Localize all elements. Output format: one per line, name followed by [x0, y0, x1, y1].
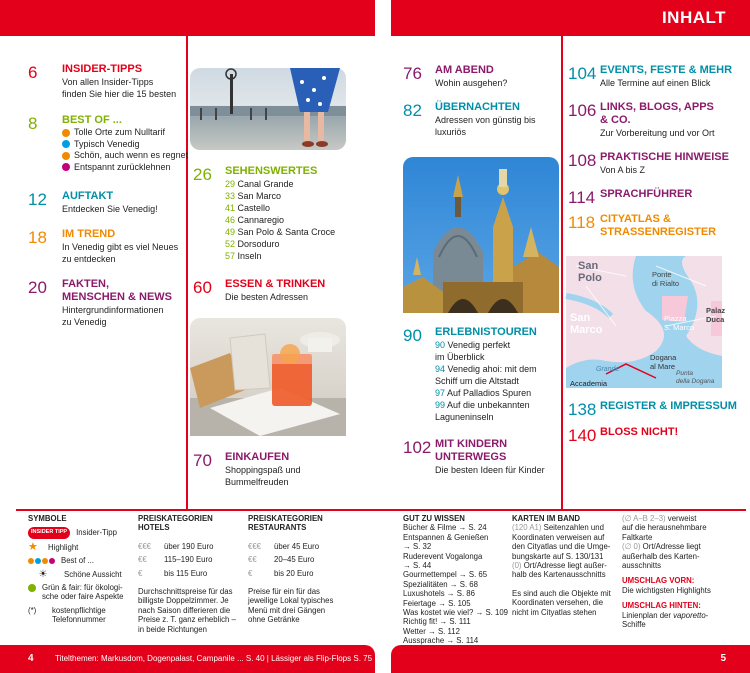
entry-title: MIT KINDERN [435, 438, 508, 450]
page-number: 82 [403, 101, 422, 120]
sub-entry[interactable]: 90 Venedig perfekt [435, 340, 511, 350]
entry-title: SPRACHFÜHRER [600, 188, 693, 200]
entry-desc: Von A bis Z [600, 165, 646, 175]
entry-desc: Die besten Adressen [225, 292, 309, 302]
entry-title: IM TREND [62, 228, 116, 240]
map-label: Piazza [664, 314, 687, 323]
map-label: Punta [676, 370, 693, 377]
paid-phone-icon: (*) [28, 605, 37, 615]
sub-entry[interactable]: 52 Dorsoduro [225, 239, 280, 249]
map-label: di Rialto [652, 279, 680, 288]
insider-tipp-badge-icon: INSIDER TIPP [28, 527, 70, 538]
legend-gut-zu-wissen: GUT ZU WISSEN Bücher & Filme → S. 24 Entspannen & Genießen → S. 32 Ruderevent Vogalonga → S. 44 Gourmettempel → S. 65 Spezialitäten → S. 68 Luxushotels → S. 86 Feiertage → S. 105 Was kostet wie viel? → S. 109 Richtig fit! → S. 111 Wetter → S. 112 Aussprache → S. 114 [403, 514, 509, 646]
legend-karten: KARTEN IM BAND (120 A1) Seitenzahlen und Koordinaten verweisen auf den Cityatlas und die Umge- bungskarte auf S. 130/131 (0) Ort/Adresse liegt außer- halb des Kartenausschnitts Es sind auch die Objekte mit Koordinaten versehen, die nicht im Cityatlas stehen [512, 514, 611, 617]
entry-title: INSIDER-TIPPS [62, 63, 143, 75]
legend-faltkarte: (∅ A–B 2–3) verweist auf die herausnehmbare Faltkarte (∅ 0) Ort/Adresse liegt außerhalb des Karten- ausschnitts UMSCHLAG VORN: Die wichtigsten Highlights UMSCHLAG HINTEN: Linienplan der vaporetto- Schiffe [622, 514, 711, 630]
orange-dot-icon [62, 152, 70, 160]
map-label: Duca [706, 315, 725, 324]
page-number: 12 [28, 190, 47, 209]
entry-desc: Hintergrundinformationen [62, 305, 164, 315]
entry-title: FAKTEN, [62, 278, 110, 290]
page-number: 102 [403, 438, 432, 457]
entry-title: EINKAUFEN [225, 451, 290, 463]
map-label: San [570, 312, 591, 324]
entry-title: ESSEN & TRINKEN [225, 278, 326, 290]
blue-dot-icon [62, 140, 70, 148]
sub-entry[interactable]: 49 San Polo & Santa Croce [225, 227, 336, 237]
entry-title: & CO. [600, 114, 631, 126]
page-number: 118 [568, 213, 596, 232]
entry-title: EVENTS, FESTE & MEHR [600, 64, 733, 76]
map-label: Grande [596, 366, 620, 373]
page-number: 20 [28, 278, 47, 297]
page-number: 26 [193, 165, 212, 184]
legend-heading: SYMBOLE [28, 514, 67, 523]
sub-entry-cont: Schiff um die Altstadt [435, 376, 519, 386]
page-number: 18 [28, 228, 47, 247]
column-divider [186, 36, 188, 510]
entry-title: STRASSENREGISTER [600, 226, 717, 238]
entry-desc: Wohin ausgehen? [435, 78, 508, 88]
sub-entry[interactable]: 97 Auf Palladios Spuren [435, 388, 532, 398]
best-of-dots-icon [28, 558, 55, 564]
green-fair-icon [28, 584, 36, 592]
page-number: 60 [193, 278, 212, 297]
best-of-item: Tolle Orte zum Nulltarif [62, 127, 202, 139]
page-number: 104 [568, 64, 597, 83]
sub-entry[interactable]: 29 Canal Grande [225, 179, 294, 189]
page-number: 76 [403, 64, 422, 83]
sub-entry[interactable]: 33 San Marco [225, 191, 282, 201]
legend-symbole: SYMBOLE INSIDER TIPP Insider-Tipp ★ Highlight Best of ... ☀ Schöne Aussicht Grün & fair: für ökologi- sche oder faire Aspekte (*) kostenpflichtige Telefonnummer [28, 514, 133, 625]
entry-desc: Entdecken Sie Venedig! [62, 204, 158, 214]
legend-hotels: PREISKATEGORIEN HOTELS €€€ über 190 Euro €€ 115–190 Euro € bis 115 Euro Durchschnittspreise für das billigste Doppelzimmer. Je nach Saison differieren die Preise z. T. ganz erheblich – in beide Richtungen [138, 514, 236, 634]
orange-dot-icon [62, 129, 70, 137]
map-label: della Dogana [676, 377, 715, 385]
map-label: Polo [578, 272, 602, 284]
entry-title: LINKS, BLOGS, APPS [600, 101, 714, 113]
page-number: 70 [193, 451, 212, 470]
sub-entry[interactable]: 57 Inseln [225, 251, 262, 261]
page-gutter [375, 0, 391, 673]
city-map-preview [566, 256, 726, 388]
entry-desc: zu entdecken [62, 254, 116, 264]
entry-title: ÜBERNACHTEN [435, 101, 520, 113]
entry-desc: Von allen Insider-Tipps [62, 77, 154, 87]
entry-desc: Bummelfreuden [225, 477, 289, 487]
sub-entry[interactable]: 94 Venedig ahoi: mit dem [435, 364, 537, 374]
map-label: Marco [570, 324, 603, 336]
sub-entry[interactable]: 41 Castello [225, 203, 271, 213]
venice-gondola-photo [190, 68, 346, 150]
footer-titelthemen: Titelthemen: Markusdom, Dogenpalast, Campanile ... S. 40 | Lässiger als Flip-Flops S. 75 [55, 654, 373, 663]
entry-title: SEHENSWERTES [225, 165, 318, 177]
page-title: INHALT [661, 8, 726, 27]
star-icon: ★ [28, 541, 38, 554]
entry-title: AM ABEND [435, 64, 494, 76]
entry-title: UNTERWEGS [435, 451, 507, 463]
map-label: al Mare [650, 362, 676, 371]
map-label: S. Marco [664, 323, 695, 332]
sub-entry-cont: im Überblick [435, 352, 485, 362]
entry-title: AUFTAKT [62, 190, 114, 202]
entry-title: CITYATLAS & [600, 213, 671, 225]
page-number: 90 [403, 326, 422, 345]
footer-left [0, 645, 375, 673]
page-number: 106 [568, 101, 597, 120]
entry-title: MENSCHEN & NEWS [62, 291, 173, 303]
page-number: 108 [568, 151, 597, 170]
best-of-item: Entspannt zurücklehnen [62, 162, 202, 174]
spritz-drink-photo [190, 318, 346, 436]
entry-desc: finden Sie hier die 15 besten [62, 89, 177, 99]
entry-desc: Die besten Ideen für Kinder [435, 465, 545, 475]
page-number: 114 [568, 188, 596, 207]
page-number: 138 [568, 400, 597, 419]
entry-title: BLOSS NICHT! [600, 426, 679, 438]
page-number-left: 4 [28, 653, 34, 664]
best-of-item: Schön, auch wenn es regnet [62, 150, 202, 162]
page-number: 140 [568, 426, 597, 445]
sub-entry[interactable]: 46 Cannaregio [225, 215, 285, 225]
map-label: Palaz [706, 306, 726, 315]
sub-entry-cont: Laguneninseln [435, 412, 494, 422]
sub-entry[interactable]: 99 Auf die unbekannten [435, 400, 530, 410]
footer-right [391, 645, 750, 673]
map-label: Dogana [650, 353, 677, 362]
entry-desc: luxuriös [435, 127, 467, 137]
page-number: 6 [28, 63, 38, 82]
entry-desc: Zur Vorbereitung und vor Ort [600, 128, 715, 138]
page-number: 8 [28, 114, 38, 133]
entry-desc: Shoppingspaß und [225, 465, 301, 475]
san-marco-basilica-photo [403, 157, 559, 313]
magenta-dot-icon [62, 163, 70, 171]
map-label: San [578, 260, 599, 272]
best-of-item: Typisch Venedig [62, 139, 202, 151]
view-icon: ☀ [38, 568, 48, 580]
entry-desc: Alle Termine auf einen Blick [600, 78, 711, 88]
entry-title: PRAKTISCHE HINWEISE [600, 151, 729, 163]
page-number-right: 5 [720, 653, 726, 664]
entry-desc: Adressen von günstig bis [435, 115, 536, 125]
legend-restaurants: PREISKATEGORIEN RESTAURANTS €€€ über 45 Euro €€ 20–45 Euro € bis 20 Euro Preise für ein für das jeweilige Lokal typisches Menü mit drei Gängen ohne Getränke [248, 514, 334, 625]
entry-title: BEST OF ... [62, 114, 122, 126]
legend-divider [16, 509, 746, 511]
entry-desc: zu Venedig [62, 317, 107, 327]
entry-title: ERLEBNISTOUREN [435, 326, 537, 338]
map-label: Ponte [652, 270, 672, 279]
entry-desc: In Venedig gibt es viel Neues [62, 242, 179, 252]
map-label: Accademia [570, 379, 608, 388]
entry-title: REGISTER & IMPRESSUM [600, 400, 737, 412]
